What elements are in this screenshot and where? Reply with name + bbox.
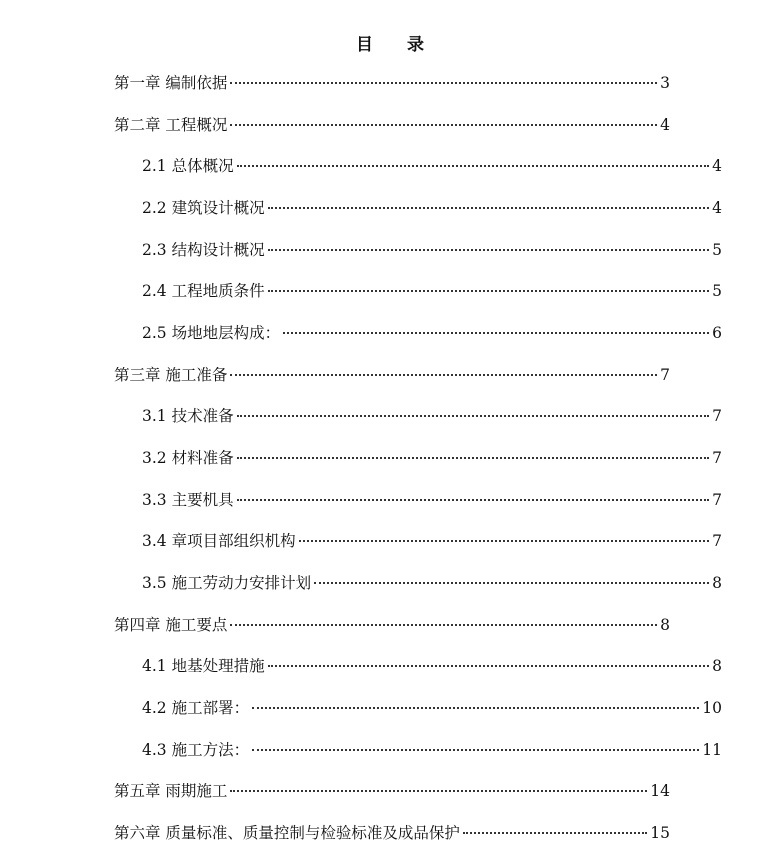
toc-entry-page: 7 [712, 532, 722, 550]
leader-dots [237, 165, 710, 167]
toc-entry-page: 14 [650, 782, 670, 800]
toc-entry-4-3[interactable] [142, 740, 722, 760]
toc-entry-label: 3.4 章项目部组织机构 [142, 532, 296, 550]
toc-entry-label: 4.2 施工部署： [142, 699, 250, 717]
toc-entry-label: 第六章 质量标准、质量控制与检验标准及成品保护 [114, 824, 460, 842]
leader-dots [237, 457, 710, 459]
leader-dots [252, 707, 699, 709]
toc-entry-2-2[interactable] [142, 198, 722, 218]
leader-dots [252, 749, 699, 751]
toc-entry-label: 4.3 施工方法： [142, 741, 250, 759]
toc-entry-page: 4 [712, 199, 722, 217]
toc-entry-page: 6 [712, 324, 722, 342]
toc-entry-label: 2.4 工程地质条件 [142, 282, 265, 300]
toc-entry-page: 5 [712, 282, 722, 300]
toc-entry-chapter-2[interactable] [114, 115, 670, 135]
toc-entry-3-3[interactable] [142, 490, 722, 510]
toc-entry-3-2[interactable] [142, 448, 722, 468]
leader-dots [237, 499, 710, 501]
toc-entry-3-5[interactable] [142, 573, 722, 593]
leader-dots [268, 249, 710, 251]
leader-dots [463, 832, 647, 834]
toc-entry-label: 第四章 施工要点 [114, 616, 228, 634]
toc-entry-label: 第五章 雨期施工 [114, 782, 228, 800]
leader-dots [283, 332, 709, 334]
leader-dots [230, 124, 657, 126]
toc-entry-page: 8 [660, 616, 670, 634]
toc-entry-label: 2.1 总体概况 [142, 157, 234, 175]
leader-dots [268, 207, 710, 209]
toc-entry-page: 7 [660, 366, 670, 384]
leader-dots [230, 374, 657, 376]
toc-entry-chapter-4[interactable] [114, 615, 670, 635]
toc-entry-2-5[interactable] [142, 323, 722, 343]
toc-entry-page: 5 [712, 241, 722, 259]
leader-dots [237, 415, 710, 417]
toc-entry-3-1[interactable] [142, 406, 722, 426]
leader-dots [230, 624, 657, 626]
toc-entry-label: 第二章 工程概况 [114, 116, 228, 134]
toc-entry-4-1[interactable] [142, 656, 722, 676]
toc-entry-label: 3.3 主要机具 [142, 491, 234, 509]
toc-entry-page: 10 [702, 699, 722, 717]
toc-entry-label: 3.5 施工劳动力安排计划 [142, 574, 312, 592]
toc-entry-page: 11 [702, 741, 722, 759]
toc-entry-2-3[interactable] [142, 240, 722, 260]
leader-dots [230, 82, 657, 84]
toc-title-part2: 录 [407, 35, 424, 55]
toc-entry-page: 15 [650, 824, 670, 842]
toc-entry-label: 2.5 场地地层构成： [142, 324, 281, 342]
leader-dots [230, 790, 647, 792]
leader-dots [268, 665, 710, 667]
toc-entry-label: 3.1 技术准备 [142, 407, 234, 425]
toc-entry-label: 第三章 施工准备 [114, 366, 228, 384]
toc-entry-chapter-5[interactable] [114, 781, 670, 801]
toc-entry-page: 8 [712, 657, 722, 675]
toc-entry-page: 8 [712, 574, 722, 592]
toc-title-part1: 目 [356, 35, 373, 55]
toc-entry-4-2[interactable] [142, 698, 722, 718]
toc-entry-label: 2.2 建筑设计概况 [142, 199, 265, 217]
toc-entry-chapter-1[interactable] [114, 73, 670, 93]
leader-dots [268, 290, 710, 292]
leader-dots [299, 540, 710, 542]
toc-entry-page: 4 [660, 116, 670, 134]
toc-entry-label: 3.2 材料准备 [142, 449, 234, 467]
toc-entry-chapter-6[interactable] [114, 823, 670, 843]
toc-entry-2-4[interactable] [142, 281, 722, 301]
toc-entry-chapter-3[interactable] [114, 365, 670, 385]
toc-entry-label: 2.3 结构设计概况 [142, 241, 265, 259]
toc-entry-page: 7 [712, 449, 722, 467]
toc-entry-label: 4.1 地基处理措施 [142, 657, 265, 675]
toc-entry-page: 3 [660, 74, 670, 92]
toc-entry-page: 7 [712, 407, 722, 425]
toc-entry-3-4[interactable] [142, 531, 722, 551]
leader-dots [314, 582, 709, 584]
toc-entry-page: 7 [712, 491, 722, 509]
toc-entry-label: 第一章 编制依据 [114, 74, 228, 92]
toc-entry-2-1[interactable] [142, 156, 722, 176]
toc-entry-page: 4 [712, 157, 722, 175]
